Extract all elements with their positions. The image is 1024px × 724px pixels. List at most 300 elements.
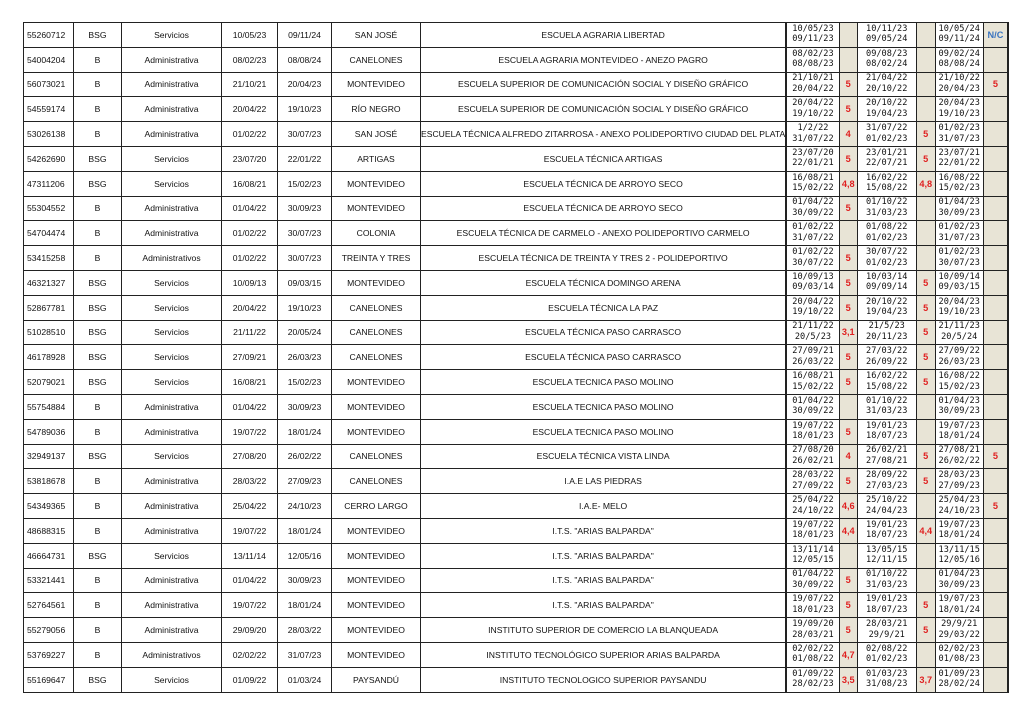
period-1-dates-cell — [786, 47, 839, 72]
department-cell: MONTEVIDEO — [332, 419, 421, 444]
period-2-from: 23/01/21 — [866, 147, 908, 158]
department-cell: MONTEVIDEO — [332, 642, 421, 667]
period-2-to: 27/08/21 — [866, 455, 908, 466]
period-2-score-cell — [916, 246, 935, 271]
period-3-score-cell — [983, 642, 1008, 667]
period-3-to: 20/5/24 — [941, 331, 978, 342]
period-2-from: 13/05/15 — [866, 544, 908, 555]
period-3-dates-cell — [935, 196, 983, 221]
table-body — [24, 23, 1009, 693]
period-2-from: 19/01/23 — [866, 420, 908, 431]
period-3-score-cell: 5 — [983, 444, 1008, 469]
period-3-to: 24/10/23 — [938, 505, 980, 516]
period-1-from: 1/2/22 — [797, 122, 829, 133]
period-1-to: 19/10/22 — [792, 307, 834, 318]
period-1-score-cell: 5 — [839, 419, 857, 444]
category-cell: B — [74, 469, 122, 494]
area-cell: Administrativa — [122, 419, 222, 444]
employee-id-cell: 32949137 — [24, 444, 74, 469]
period-1-score-cell: 5 — [839, 97, 857, 122]
school-cell: ESCUELA TECNICA PASO MOLINO — [421, 419, 787, 444]
period-3-dates-cell — [935, 72, 983, 97]
end-date-cell: 28/03/22 — [278, 618, 332, 643]
period-1-to: 15/02/22 — [792, 183, 834, 194]
period-3-score-cell — [983, 270, 1008, 295]
period-1-dates-cell — [786, 97, 839, 122]
period-3-from: 21/11/23 — [938, 321, 980, 332]
area-cell: Administrativos — [122, 642, 222, 667]
school-cell: I.T.S. "ARIAS BALPARDA" — [421, 593, 787, 618]
period-3-from: 01/02/23 — [938, 246, 980, 257]
table-row — [24, 370, 1009, 395]
school-cell: INSTITUTO SUPERIOR DE COMERCIO LA BLANQUEADA — [421, 618, 787, 643]
period-2-to: 01/02/23 — [866, 654, 908, 665]
period-2-to: 09/09/14 — [866, 282, 908, 293]
table-row — [24, 469, 1009, 494]
period-1-from: 01/02/22 — [792, 222, 834, 233]
school-cell: ESCUELA TÉCNICA PASO CARRASCO — [421, 320, 787, 345]
period-1-dates-cell — [786, 667, 839, 692]
period-1-score-cell — [839, 543, 857, 568]
period-1-from: 01/04/22 — [792, 197, 834, 208]
period-2-from: 02/08/22 — [866, 643, 908, 654]
table-row — [24, 72, 1009, 97]
period-3-dates-cell — [935, 370, 983, 395]
period-2-from: 01/10/22 — [866, 569, 908, 580]
table-row — [24, 593, 1009, 618]
table-row — [24, 295, 1009, 320]
start-date-cell: 10/09/13 — [222, 270, 278, 295]
period-2-dates-cell — [857, 122, 916, 147]
period-1-dates-cell — [786, 171, 839, 196]
period-2-dates-cell — [857, 270, 916, 295]
period-1-score-cell: 5 — [839, 270, 857, 295]
period-2-from: 01/10/22 — [866, 197, 908, 208]
period-2-from: 19/01/23 — [866, 594, 908, 605]
table-row — [24, 320, 1009, 345]
period-3-dates-cell — [935, 146, 983, 171]
period-1-from: 25/04/22 — [792, 494, 834, 505]
start-date-cell: 02/02/22 — [222, 642, 278, 667]
area-cell: Servicios — [122, 146, 222, 171]
period-2-score-cell — [916, 642, 935, 667]
period-3-score-cell — [983, 97, 1008, 122]
period-1-from: 01/04/22 — [792, 569, 834, 580]
period-1-to: 31/07/22 — [792, 232, 834, 243]
category-cell: B — [74, 246, 122, 271]
period-1-dates-cell — [786, 618, 839, 643]
period-1-dates-cell — [786, 196, 839, 221]
start-date-cell: 01/02/22 — [222, 246, 278, 271]
period-1-dates-cell — [786, 270, 839, 295]
period-3-to: 22/01/22 — [938, 158, 980, 169]
category-cell: BSG — [74, 171, 122, 196]
category-cell: B — [74, 568, 122, 593]
period-1-from: 27/09/21 — [792, 346, 834, 357]
period-2-score-cell — [916, 494, 935, 519]
start-date-cell: 01/09/22 — [222, 667, 278, 692]
employee-id-cell: 55754884 — [24, 394, 74, 419]
period-3-to: 27/09/23 — [938, 480, 980, 491]
period-1-score-cell: 4 — [839, 444, 857, 469]
period-2-score-cell: 5 — [916, 469, 935, 494]
school-cell: INSTITUTO TECNOLÓGICO SUPERIOR ARIAS BALPARDA — [421, 642, 787, 667]
period-2-score-cell: 5 — [916, 444, 935, 469]
period-3-score-cell: N/C — [983, 23, 1008, 48]
period-3-dates-cell — [935, 394, 983, 419]
school-cell: ESCUELA TECNICA PASO MOLINO — [421, 370, 787, 395]
category-cell: B — [74, 518, 122, 543]
end-date-cell: 19/10/23 — [278, 295, 332, 320]
period-2-to: 18/07/23 — [866, 530, 908, 541]
period-3-from: 01/02/23 — [938, 222, 980, 233]
period-2-from: 21/04/22 — [866, 73, 908, 84]
area-cell: Servicios — [122, 370, 222, 395]
period-1-from: 21/11/22 — [792, 321, 834, 332]
period-2-score-cell — [916, 196, 935, 221]
period-1-score-cell: 4,6 — [839, 494, 857, 519]
period-3-from: 01/04/23 — [938, 569, 980, 580]
period-2-dates-cell — [857, 295, 916, 320]
period-1-to: 22/01/21 — [792, 158, 834, 169]
start-date-cell: 19/07/22 — [222, 419, 278, 444]
period-1-to: 30/07/22 — [792, 257, 834, 268]
employee-id-cell: 53321441 — [24, 568, 74, 593]
period-1-score-cell: 5 — [839, 618, 857, 643]
period-1-from: 27/08/20 — [792, 445, 834, 456]
period-1-dates-cell — [786, 146, 839, 171]
period-1-dates-cell — [786, 444, 839, 469]
period-3-score-cell — [983, 667, 1008, 692]
period-2-to: 19/04/23 — [866, 307, 908, 318]
period-3-dates-cell — [935, 320, 983, 345]
start-date-cell: 16/08/21 — [222, 171, 278, 196]
start-date-cell: 01/04/22 — [222, 394, 278, 419]
period-2-from: 19/01/23 — [866, 519, 908, 530]
end-date-cell: 08/08/24 — [278, 47, 332, 72]
period-3-to: 31/07/23 — [938, 232, 980, 243]
period-1-score-cell: 5 — [839, 568, 857, 593]
period-1-dates-cell — [786, 543, 839, 568]
end-date-cell: 30/07/23 — [278, 122, 332, 147]
period-1-score-cell — [839, 221, 857, 246]
period-3-to: 28/02/24 — [938, 679, 980, 690]
department-cell: PAYSANDÚ — [332, 667, 421, 692]
start-date-cell: 20/04/22 — [222, 97, 278, 122]
period-1-dates-cell — [786, 518, 839, 543]
employee-id-cell: 55260712 — [24, 23, 74, 48]
category-cell: B — [74, 618, 122, 643]
period-1-from: 21/10/21 — [792, 73, 834, 84]
area-cell: Administrativa — [122, 97, 222, 122]
department-cell: RÍO NEGRO — [332, 97, 421, 122]
period-3-to: 09/03/15 — [938, 282, 980, 293]
employee-id-cell: 54349365 — [24, 494, 74, 519]
employee-id-cell: 54704474 — [24, 221, 74, 246]
period-3-from: 01/09/23 — [938, 668, 980, 679]
period-1-score-cell: 5 — [839, 345, 857, 370]
category-cell: BSG — [74, 270, 122, 295]
period-1-to: 24/10/22 — [792, 505, 834, 516]
period-3-to: 09/11/24 — [938, 34, 980, 45]
period-3-to: 15/02/23 — [938, 381, 980, 392]
period-2-dates-cell — [857, 23, 916, 48]
period-1-dates-cell — [786, 419, 839, 444]
school-cell: ESCUELA SUPERIOR DE COMUNICACIÓN SOCIAL Y DISEÑO GRÁFICO — [421, 97, 787, 122]
period-2-score-cell: 5 — [916, 270, 935, 295]
table-row — [24, 642, 1009, 667]
period-3-to: 31/07/23 — [938, 133, 980, 144]
period-3-score-cell — [983, 568, 1008, 593]
employee-id-cell: 47311206 — [24, 171, 74, 196]
period-3-from: 19/07/23 — [938, 594, 980, 605]
start-date-cell: 21/10/21 — [222, 72, 278, 97]
table-row — [24, 146, 1009, 171]
employee-id-cell: 53818678 — [24, 469, 74, 494]
period-3-from: 10/09/14 — [938, 271, 980, 282]
period-3-dates-cell — [935, 47, 983, 72]
period-2-from: 09/08/23 — [866, 48, 908, 59]
period-3-from: 02/02/23 — [938, 643, 980, 654]
period-3-score-cell — [983, 419, 1008, 444]
end-date-cell: 15/02/23 — [278, 171, 332, 196]
end-date-cell: 12/05/16 — [278, 543, 332, 568]
department-cell: MONTEVIDEO — [332, 394, 421, 419]
period-1-from: 20/04/22 — [792, 296, 834, 307]
period-3-from: 09/02/24 — [938, 48, 980, 59]
period-3-dates-cell — [935, 171, 983, 196]
department-cell: CERRO LARGO — [332, 494, 421, 519]
period-3-from: 29/9/21 — [941, 618, 978, 629]
period-2-to: 15/08/22 — [866, 381, 908, 392]
category-cell: B — [74, 122, 122, 147]
area-cell: Administrativa — [122, 494, 222, 519]
period-3-from: 10/05/24 — [938, 23, 980, 34]
department-cell: CANELONES — [332, 469, 421, 494]
period-3-to: 20/04/23 — [938, 83, 980, 94]
period-1-dates-cell — [786, 394, 839, 419]
table-row — [24, 444, 1009, 469]
period-1-from: 01/09/22 — [792, 668, 834, 679]
period-2-dates-cell — [857, 47, 916, 72]
category-cell: BSG — [74, 543, 122, 568]
department-cell: MONTEVIDEO — [332, 568, 421, 593]
period-2-from: 20/10/22 — [866, 98, 908, 109]
table-row — [24, 122, 1009, 147]
period-1-score-cell: 3,5 — [839, 667, 857, 692]
period-3-to: 30/09/23 — [938, 579, 980, 590]
period-2-from: 10/11/23 — [866, 23, 908, 34]
period-1-score-cell: 5 — [839, 295, 857, 320]
period-2-dates-cell — [857, 394, 916, 419]
period-3-score-cell — [983, 320, 1008, 345]
end-date-cell: 20/05/24 — [278, 320, 332, 345]
period-2-score-cell — [916, 568, 935, 593]
area-cell: Servicios — [122, 23, 222, 48]
period-2-from: 10/03/14 — [866, 271, 908, 282]
school-cell: I.A.E- MELO — [421, 494, 787, 519]
table-row — [24, 196, 1009, 221]
period-2-from: 30/07/22 — [866, 246, 908, 257]
period-3-from: 16/08/22 — [938, 172, 980, 183]
end-date-cell: 30/09/23 — [278, 196, 332, 221]
period-2-score-cell: 5 — [916, 295, 935, 320]
period-1-score-cell: 4,7 — [839, 642, 857, 667]
period-2-to: 26/09/22 — [866, 356, 908, 367]
period-3-dates-cell — [935, 642, 983, 667]
period-3-from: 21/10/22 — [938, 73, 980, 84]
table-row — [24, 47, 1009, 72]
school-cell: ESCUELA TÉCNICA VISTA LINDA — [421, 444, 787, 469]
employee-id-cell: 52079021 — [24, 370, 74, 395]
period-2-to: 18/07/23 — [866, 431, 908, 442]
period-1-from: 01/04/22 — [792, 395, 834, 406]
area-cell: Administrativa — [122, 618, 222, 643]
period-3-to: 15/02/23 — [938, 183, 980, 194]
school-cell: I.T.S. "ARIAS BALPARDA" — [421, 518, 787, 543]
start-date-cell: 27/09/21 — [222, 345, 278, 370]
period-1-to: 12/05/15 — [792, 555, 834, 566]
period-3-from: 25/04/23 — [938, 494, 980, 505]
period-2-dates-cell — [857, 221, 916, 246]
period-2-to: 09/05/24 — [866, 34, 908, 45]
period-3-dates-cell — [935, 667, 983, 692]
period-3-from: 19/07/23 — [938, 420, 980, 431]
period-3-to: 30/07/23 — [938, 257, 980, 268]
department-cell: MONTEVIDEO — [332, 171, 421, 196]
period-1-dates-cell — [786, 593, 839, 618]
area-cell: Administrativa — [122, 593, 222, 618]
period-2-from: 20/10/22 — [866, 296, 908, 307]
department-cell: CANELONES — [332, 295, 421, 320]
category-cell: B — [74, 72, 122, 97]
period-3-dates-cell — [935, 494, 983, 519]
period-2-score-cell: 4,8 — [916, 171, 935, 196]
end-date-cell: 30/09/23 — [278, 394, 332, 419]
period-2-to: 31/03/23 — [866, 207, 908, 218]
period-2-to: 29/9/21 — [868, 629, 905, 640]
start-date-cell: 01/04/22 — [222, 568, 278, 593]
school-cell: ESCUELA AGRARIA MONTEVIDEO - ANEZO PAGRO — [421, 47, 787, 72]
period-2-score-cell — [916, 419, 935, 444]
table-row — [24, 246, 1009, 271]
department-cell: MONTEVIDEO — [332, 196, 421, 221]
period-1-from: 08/02/23 — [792, 48, 834, 59]
category-cell: BSG — [74, 295, 122, 320]
start-date-cell: 19/07/22 — [222, 593, 278, 618]
area-cell: Administrativa — [122, 122, 222, 147]
period-3-to: 30/09/23 — [938, 207, 980, 218]
period-3-score-cell — [983, 122, 1008, 147]
period-1-dates-cell — [786, 642, 839, 667]
employee-id-cell: 48688315 — [24, 518, 74, 543]
period-3-dates-cell — [935, 221, 983, 246]
period-2-score-cell — [916, 97, 935, 122]
period-1-from: 16/08/21 — [792, 370, 834, 381]
employee-id-cell: 55304552 — [24, 196, 74, 221]
start-date-cell: 21/11/22 — [222, 320, 278, 345]
area-cell: Servicios — [122, 171, 222, 196]
period-2-dates-cell — [857, 72, 916, 97]
period-1-score-cell: 5 — [839, 469, 857, 494]
table-row — [24, 97, 1009, 122]
table-row — [24, 518, 1009, 543]
period-2-to: 31/03/23 — [866, 406, 908, 417]
period-3-from: 27/08/21 — [938, 445, 980, 456]
period-2-dates-cell — [857, 320, 916, 345]
period-1-score-cell: 5 — [839, 370, 857, 395]
period-3-score-cell — [983, 370, 1008, 395]
period-2-to: 08/02/24 — [866, 59, 908, 70]
period-2-to: 31/03/23 — [866, 579, 908, 590]
period-2-dates-cell — [857, 543, 916, 568]
period-3-dates-cell — [935, 270, 983, 295]
period-2-dates-cell — [857, 642, 916, 667]
period-3-score-cell — [983, 618, 1008, 643]
period-2-score-cell: 5 — [916, 122, 935, 147]
period-3-from: 19/07/23 — [938, 519, 980, 530]
area-cell: Servicios — [122, 345, 222, 370]
period-3-from: 01/04/23 — [938, 395, 980, 406]
end-date-cell: 18/01/24 — [278, 593, 332, 618]
period-2-from: 01/03/23 — [866, 668, 908, 679]
period-1-from: 02/02/22 — [792, 643, 834, 654]
department-cell: ARTIGAS — [332, 146, 421, 171]
table-row — [24, 270, 1009, 295]
table-row — [24, 494, 1009, 519]
end-date-cell: 15/02/23 — [278, 370, 332, 395]
table-row — [24, 618, 1009, 643]
period-3-score-cell — [983, 469, 1008, 494]
category-cell: BSG — [74, 667, 122, 692]
period-1-score-cell: 5 — [839, 72, 857, 97]
start-date-cell: 23/07/20 — [222, 146, 278, 171]
period-1-score-cell — [839, 47, 857, 72]
period-2-score-cell — [916, 221, 935, 246]
employee-id-cell: 53026138 — [24, 122, 74, 147]
period-2-to: 19/04/23 — [866, 108, 908, 119]
period-3-score-cell — [983, 221, 1008, 246]
period-3-dates-cell — [935, 469, 983, 494]
period-1-to: 18/01/23 — [792, 431, 834, 442]
period-2-score-cell: 5 — [916, 320, 935, 345]
period-3-to: 18/01/24 — [938, 431, 980, 442]
end-date-cell: 27/09/23 — [278, 469, 332, 494]
period-2-from: 25/10/22 — [866, 494, 908, 505]
period-2-to: 01/02/23 — [866, 257, 908, 268]
period-3-dates-cell — [935, 295, 983, 320]
table-row — [24, 23, 1009, 48]
employee-id-cell: 46178928 — [24, 345, 74, 370]
area-cell: Administrativos — [122, 246, 222, 271]
school-cell: I.T.S. "ARIAS BALPARDA" — [421, 543, 787, 568]
area-cell: Servicios — [122, 667, 222, 692]
period-3-from: 28/03/23 — [938, 470, 980, 481]
area-cell: Administrativa — [122, 221, 222, 246]
employee-id-cell: 51028510 — [24, 320, 74, 345]
start-date-cell: 08/02/23 — [222, 47, 278, 72]
school-cell: INSTITUTO TECNOLOGICO SUPERIOR PAYSANDU — [421, 667, 787, 692]
period-1-to: 09/03/14 — [792, 282, 834, 293]
start-date-cell: 29/09/20 — [222, 618, 278, 643]
school-cell: ESCUELA TECNICA PASO MOLINO — [421, 394, 787, 419]
department-cell: MONTEVIDEO — [332, 518, 421, 543]
period-2-from: 31/07/22 — [866, 122, 908, 133]
period-1-to: 18/01/23 — [792, 530, 834, 541]
period-2-to: 15/08/22 — [866, 183, 908, 194]
period-1-to: 30/09/22 — [792, 406, 834, 417]
school-cell: ESCUELA AGRARIA LIBERTAD — [421, 23, 787, 48]
